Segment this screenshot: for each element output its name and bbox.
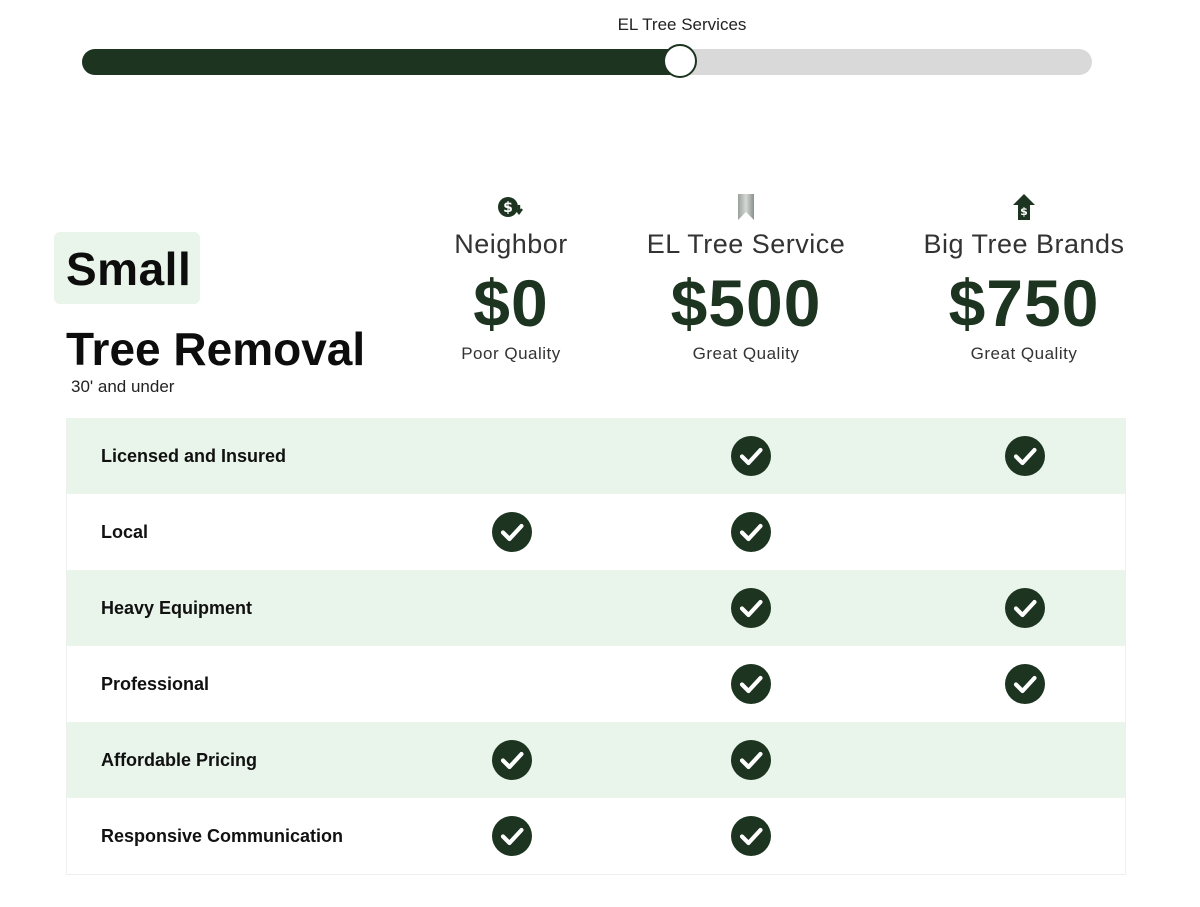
provider-quality: Great Quality: [970, 344, 1078, 363]
svg-text:$: $: [1020, 205, 1028, 218]
check-icon: [472, 722, 552, 798]
feature-label: Affordable Pricing: [101, 750, 258, 770]
check-icon: [711, 494, 791, 570]
provider-quality: Poor Quality: [461, 344, 561, 363]
feature-label: Local: [101, 522, 149, 542]
check-icon: [711, 418, 791, 494]
provider-column-el-tree-service: [616, 190, 876, 364]
feature-label: Licensed and Insured: [101, 446, 287, 466]
ribbon-bookmark-icon: [616, 190, 876, 224]
table-row: [67, 494, 1125, 570]
slider-thumb[interactable]: [663, 44, 697, 78]
provider-price: $500: [670, 266, 822, 340]
check-icon: [985, 646, 1065, 722]
check-icon: [711, 722, 791, 798]
table-row: [67, 722, 1125, 798]
provider-column-neighbor: [381, 190, 641, 364]
feature-label: Heavy Equipment: [101, 598, 253, 618]
check-icon: [985, 418, 1065, 494]
money-up-arrow-icon: [894, 190, 1154, 224]
provider-price: $750: [948, 266, 1100, 340]
table-row: [67, 646, 1125, 722]
provider-price: $0: [473, 266, 549, 340]
provider-name: Neighbor: [454, 229, 568, 259]
table-row: [67, 418, 1125, 494]
size-badge: Small: [54, 232, 200, 304]
feature-label: Professional: [101, 674, 210, 694]
check-icon: [985, 570, 1065, 646]
page-title: Tree Removal: [66, 323, 366, 375]
check-icon: [472, 798, 552, 874]
provider-name: EL Tree Service: [646, 229, 846, 259]
slider-label: EL Tree Services: [617, 15, 747, 34]
slider-track[interactable]: [82, 49, 1092, 75]
check-icon: [711, 570, 791, 646]
provider-column-big-tree-brands: [894, 190, 1154, 364]
slider-fill: [82, 49, 682, 75]
feature-label: Responsive Communication: [101, 826, 344, 846]
provider-quality: Great Quality: [692, 344, 800, 363]
check-icon: [472, 494, 552, 570]
check-icon: [711, 798, 791, 874]
table-row: [67, 798, 1125, 874]
svg-text:$: $: [503, 200, 513, 216]
check-icon: [711, 646, 791, 722]
table-row: [67, 570, 1125, 646]
page-subtitle: 30' and under: [71, 377, 175, 396]
features-table: [66, 418, 1126, 875]
money-down-icon: [381, 190, 641, 224]
provider-name: Big Tree Brands: [923, 229, 1125, 259]
